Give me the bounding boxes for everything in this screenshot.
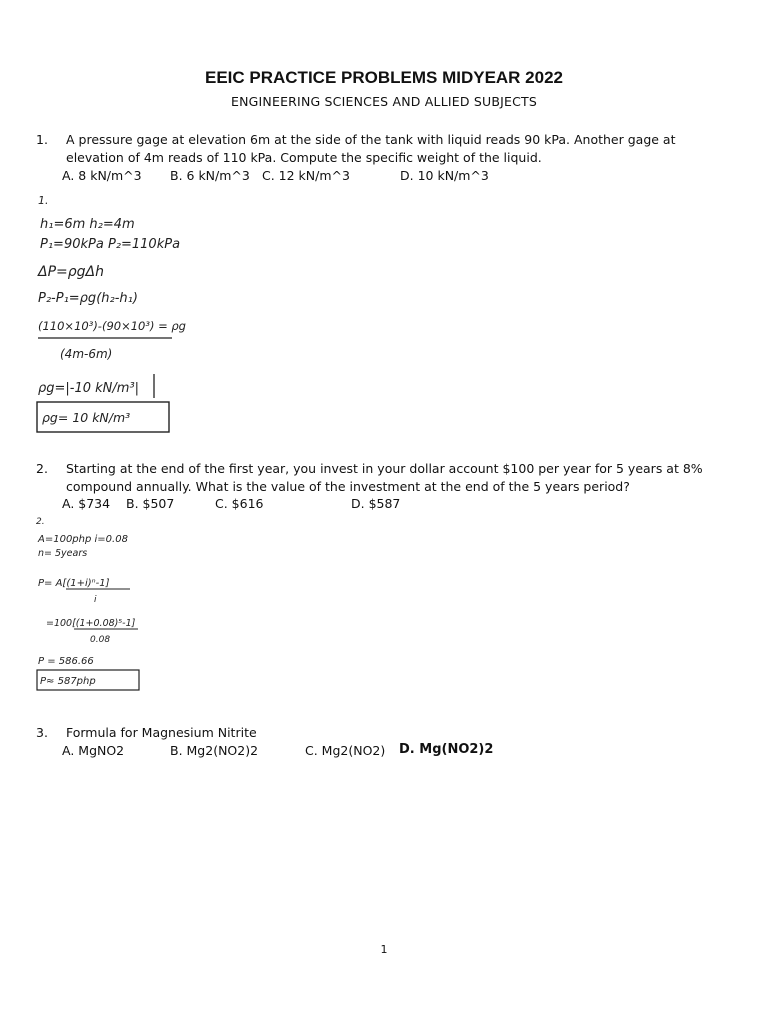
solution-2-line-5: =100[(1+0.08)⁵-1] <box>46 618 136 629</box>
question-3-option-d-answer: D. Mg(NO2)2 <box>399 742 494 757</box>
page-subtitle: ENGINEERING SCIENCES AND ALLIED SUBJECTS <box>231 94 537 109</box>
solution-1-line-2: P₁=90kPa P₂=110kPa <box>40 237 181 252</box>
solution-1-line-3: ΔP=ρgΔh <box>38 264 104 280</box>
question-1-text: A pressure gage at elevation 6m at the side of the tank with liquid reads 90 kPa. Another gage at elevation of 4m reads of 110 kPa. Compute the specific weight of the liquid. <box>66 132 676 165</box>
solution-2-line-1: A=100php i=0.08 <box>38 534 128 545</box>
question-3-number: 3. <box>36 725 48 740</box>
question-3-option-a: A. MgNO2 <box>62 743 125 758</box>
question-2-option-c: C. $616 <box>215 496 264 511</box>
page-number: 1 <box>380 943 388 956</box>
question-3-option-b: B. Mg2(NO2)2 <box>170 743 259 758</box>
solution-1-line-1: h₁=6m h₂=4m <box>40 217 135 232</box>
solution-2-line-2: n= 5years <box>38 548 88 559</box>
question-1-option-c: C. 12 kN/m^3 <box>262 168 350 183</box>
question-2-option-b: B. $507 <box>126 496 175 511</box>
solution-2-line-4: i <box>94 595 97 605</box>
page-title: EEIC PRACTICE PROBLEMS MIDYEAR 2022 <box>204 68 563 87</box>
question-1-option-b: B. 6 kN/m^3 <box>170 168 250 183</box>
solution-2-line-7: P = 586.66 <box>38 656 94 667</box>
solution-2-label: 2. <box>36 517 45 527</box>
solution-2-line-6: 0.08 <box>90 635 111 645</box>
solution-2-line-3: P= A[(1+i)ⁿ-1] <box>38 578 110 589</box>
question-2-number: 2. <box>36 461 48 476</box>
question-1-option-d: D. 10 kN/m^3 <box>400 168 489 183</box>
question-2-handwritten-solution <box>34 514 164 694</box>
question-2-option-a: A. $734 <box>62 496 111 511</box>
question-2-text: Starting at the end of the first year, you invest in your dollar account $100 per year for 5 years at 8% compound annually. What is the value of the investment at the end of the 5 years period? <box>66 461 703 494</box>
solution-1-line-7: ρg=|-10 kN/m³| <box>38 381 140 396</box>
question-3-text: Formula for Magnesium Nitrite <box>66 725 257 740</box>
solution-1-line-5: (110×10³)-(90×10³) = ρg <box>38 319 186 333</box>
question-1-handwritten-solution <box>34 192 194 438</box>
question-3-option-c: C. Mg2(NO2) <box>305 743 386 758</box>
question-1-option-a: A. 8 kN/m^3 <box>62 168 142 183</box>
solution-1-line-4: P₂-P₁=ρg(h₂-h₁) <box>38 291 138 306</box>
solution-1-label: 1. <box>38 194 49 207</box>
solution-1-line-6: (4m-6m) <box>60 347 113 361</box>
solution-1-line-8: ρg= 10 kN/m³ <box>42 410 131 425</box>
solution-2-line-8: P≈ 587php <box>40 676 96 687</box>
question-1-number: 1. <box>36 132 48 147</box>
question-2-option-d: D. $587 <box>351 496 401 511</box>
